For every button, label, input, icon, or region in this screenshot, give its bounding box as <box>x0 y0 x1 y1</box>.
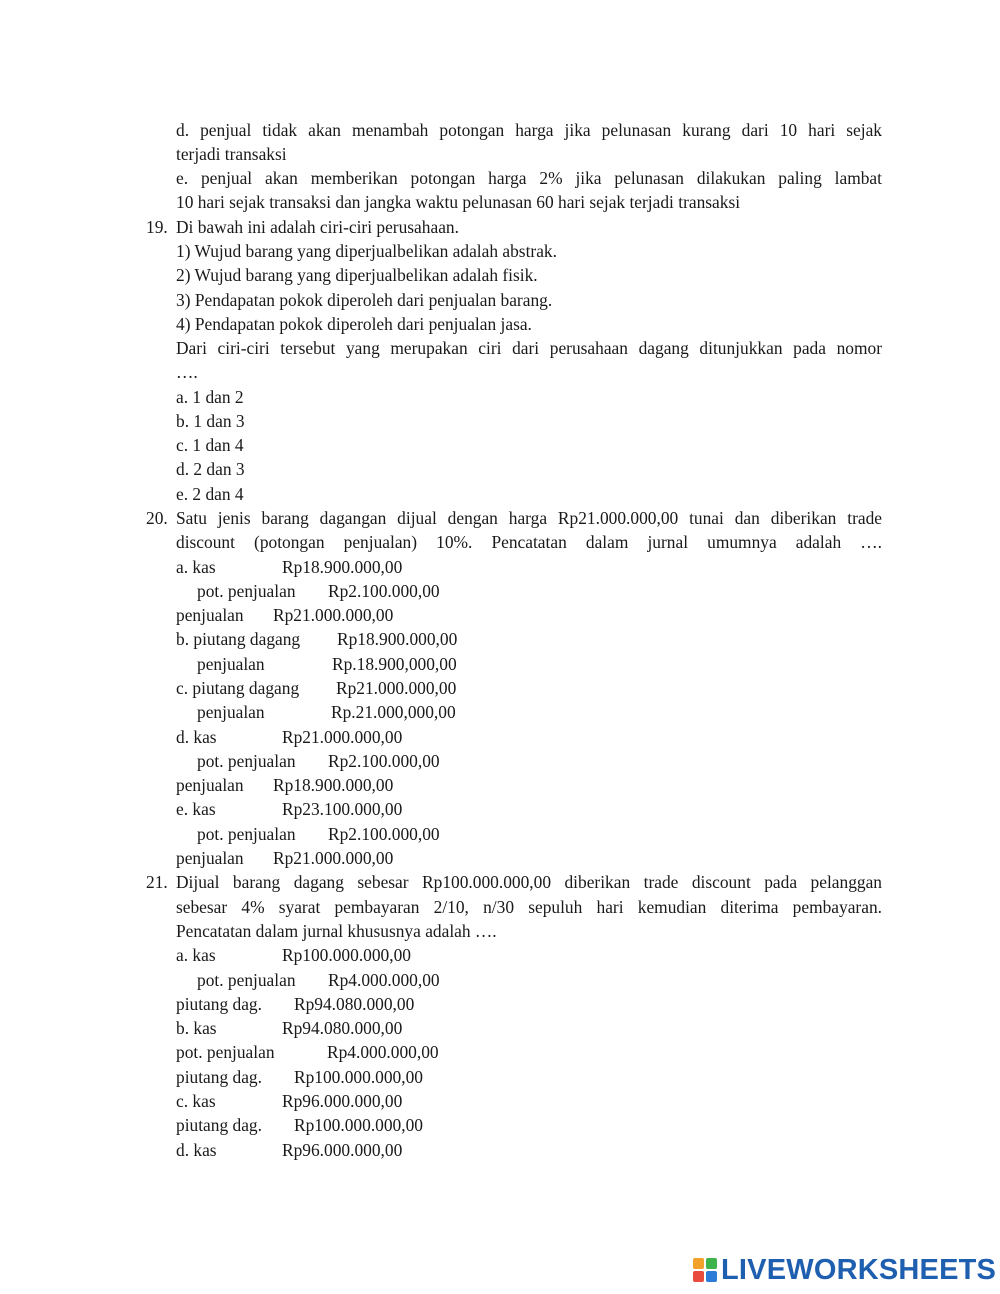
question-19-number: 19. <box>146 217 168 237</box>
q20-row-label: a. kas <box>176 557 216 577</box>
prev-option-d-line2: terjadi transaksi <box>176 144 287 164</box>
q20-row-amount: Rp2.100.000,00 <box>328 824 440 844</box>
question-20-stem-line2: discount (potongan penjualan) 10%. Pencatatan dalam jurnal umumnya adalah …. <box>176 532 882 552</box>
prev-option-d-line1: d. penjual tidak akan menambah potongan harga jika pelunasan kurang dari 10 hari sejak <box>176 120 882 140</box>
question-19-stem: Di bawah ini adalah ciri-ciri perusahaan. <box>176 217 459 237</box>
q21-row-amount: Rp94.080.000,00 <box>294 994 415 1014</box>
q21-row-amount: Rp4.000.000,00 <box>327 1042 439 1062</box>
question-19-prompt-line1: Dari ciri-ciri tersebut yang merupakan ciri dari perusahaan dagang ditunjukkan pada nomor <box>176 338 882 358</box>
q20-row-label: penjualan <box>176 848 244 868</box>
q21-row-label: piutang dag. <box>176 1067 262 1087</box>
question-20-stem-line1: Satu jenis barang dagangan dijual dengan harga Rp21.000.000,00 tunai dan diberikan trade <box>176 508 882 528</box>
question-19-option-d: d. 2 dan 3 <box>176 459 245 479</box>
question-21-number: 21. <box>146 872 168 892</box>
liveworksheets-logo <box>693 1254 996 1286</box>
q20-row-label: penjualan <box>197 654 265 674</box>
question-19-option-c: c. 1 dan 4 <box>176 435 244 455</box>
q20-row-amount: Rp21.000.000,00 <box>273 605 394 625</box>
q20-row-amount: Rp18.900.000,00 <box>273 775 394 795</box>
q20-row-label: pot. penjualan <box>197 751 296 771</box>
question-21-stem-line1: Dijual barang dagang sebesar Rp100.000.000,00 diberikan trade discount pada pelanggan <box>176 872 882 892</box>
q21-row-amount: Rp96.000.000,00 <box>282 1091 403 1111</box>
question-20-number: 20. <box>146 508 168 528</box>
question-19-option-b: b. 1 dan 3 <box>176 411 245 431</box>
q20-row-label: penjualan <box>176 605 244 625</box>
q20-row-amount: Rp21.000.000,00 <box>336 678 457 698</box>
q20-row-amount: Rp.18.900,000,00 <box>332 654 457 674</box>
q21-row-label: d. kas <box>176 1140 217 1160</box>
question-19-item: 4) Pendapatan pokok diperoleh dari penjualan jasa. <box>176 314 532 334</box>
q21-row-amount: Rp100.000.000,00 <box>294 1067 423 1087</box>
question-21-stem-line3: Pencatatan dalam jurnal khususnya adalah …. <box>176 921 497 941</box>
question-19-item: 2) Wujud barang yang diperjualbelikan adalah fisik. <box>176 265 538 285</box>
q20-row-amount: Rp.21.000,000,00 <box>331 702 456 722</box>
q21-row-amount: Rp100.000.000,00 <box>294 1115 423 1135</box>
prev-option-e-line2: 10 hari sejak transaksi dan jangka waktu pelunasan 60 hari sejak terjadi transaksi <box>176 192 741 212</box>
q20-row-label: c. piutang dagang <box>176 678 300 698</box>
q21-row-label: a. kas <box>176 945 216 965</box>
question-19-prompt-line2: …. <box>176 362 198 382</box>
question-19-item: 1) Wujud barang yang diperjualbelikan adalah abstrak. <box>176 241 557 261</box>
question-19-item: 3) Pendapatan pokok diperoleh dari penjualan barang. <box>176 290 553 310</box>
q20-row-label: e. kas <box>176 799 216 819</box>
liveworksheets-brand-text: LIVEWORKSHEETS <box>721 1254 997 1286</box>
q21-row-label: piutang dag. <box>176 994 262 1014</box>
liveworksheets-logo-icon <box>693 1258 717 1282</box>
question-21-stem-line2: sebesar 4% syarat pembayaran 2/10, n/30 sepuluh hari kemudian diterima pembayaran. <box>176 897 882 917</box>
q20-row-amount: Rp2.100.000,00 <box>328 581 440 601</box>
logo-square-icon <box>693 1258 704 1269</box>
logo-square-icon <box>706 1258 717 1269</box>
q21-row-label: pot. penjualan <box>197 970 296 990</box>
q21-row-amount: Rp96.000.000,00 <box>282 1140 403 1160</box>
q20-row-amount: Rp18.900.000,00 <box>337 629 458 649</box>
q21-row-label: pot. penjualan <box>176 1042 275 1062</box>
q20-row-label: pot. penjualan <box>197 824 296 844</box>
q20-row-amount: Rp23.100.000,00 <box>282 799 403 819</box>
q20-row-amount: Rp18.900.000,00 <box>282 557 403 577</box>
q20-row-label: penjualan <box>197 702 265 722</box>
q20-row-label: pot. penjualan <box>197 581 296 601</box>
q20-row-label: b. piutang dagang <box>176 629 301 649</box>
q20-row-amount: Rp2.100.000,00 <box>328 751 440 771</box>
question-19-option-a: a. 1 dan 2 <box>176 387 244 407</box>
q20-row-amount: Rp21.000.000,00 <box>282 727 403 747</box>
q21-row-label: b. kas <box>176 1018 217 1038</box>
q21-row-amount: Rp100.000.000,00 <box>282 945 411 965</box>
q20-row-label: penjualan <box>176 775 244 795</box>
q21-row-amount: Rp94.080.000,00 <box>282 1018 403 1038</box>
question-19-option-e: e. 2 dan 4 <box>176 484 244 504</box>
q20-row-amount: Rp21.000.000,00 <box>273 848 394 868</box>
q21-row-amount: Rp4.000.000,00 <box>328 970 440 990</box>
logo-square-icon <box>706 1271 717 1282</box>
logo-square-icon <box>693 1271 704 1282</box>
q21-row-label: piutang dag. <box>176 1115 262 1135</box>
q21-row-label: c. kas <box>176 1091 216 1111</box>
prev-option-e-line1: e. penjual akan memberikan potongan harga 2% jika pelunasan dilakukan paling lambat <box>176 168 882 188</box>
q20-row-label: d. kas <box>176 727 217 747</box>
